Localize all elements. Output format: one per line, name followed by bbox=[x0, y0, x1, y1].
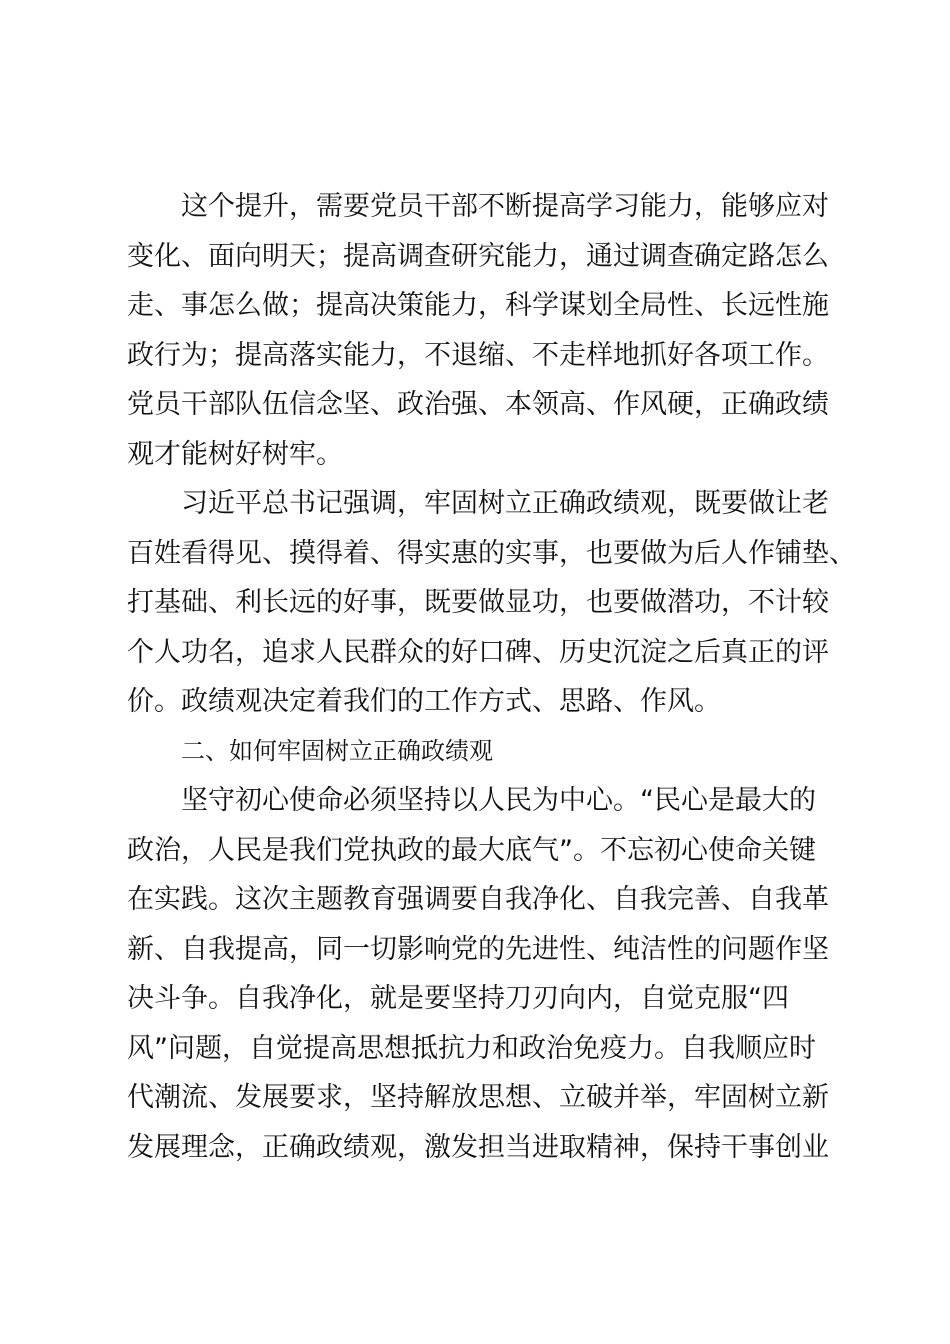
heading-line: 二、如何牢固树立正确政绩观 bbox=[181, 736, 493, 765]
text-line: 代潮流、发展要求，坚持解放思想、立破并举，牢固树立新 bbox=[127, 1082, 829, 1113]
text-line: 变化、面向明天；提高调查研究能力，通过调查确定路怎么 bbox=[127, 240, 829, 272]
text-line: 在实践。这次主题教育强调要自我净化、自我完善、自我革 bbox=[127, 884, 829, 915]
text-line: 习近平总书记强调，牢固树立正确政绩观，既要做让老 bbox=[181, 488, 829, 519]
text-line: 新、自我提高，同一切影响党的先进性、纯洁性的问题作坚 bbox=[127, 933, 829, 965]
paragraph-2 bbox=[127, 479, 856, 727]
text-line: 观才能树好树牢。 bbox=[127, 438, 343, 470]
text-line: 价。政绩观决定着我们的工作方式、思路、作风。 bbox=[127, 686, 721, 717]
text-line: 政行为；提高落实能力，不退缩、不走样地抓好各项工作。 bbox=[127, 339, 829, 371]
text-line: 坚守初心使命必须坚持以人民为中心。“民心是最大的 bbox=[181, 785, 816, 816]
text-line: 走、事怎么做；提高决策能力，科学谋划全局性、长远性施 bbox=[127, 290, 829, 321]
paragraph-1 bbox=[127, 182, 837, 479]
text-line: 打基础、利长远的好事，既要做显功，也要做潜功，不计较 bbox=[127, 587, 829, 618]
text-line: 个人功名，追求人民群众的好口碑、历史沉淀之后真正的评 bbox=[127, 636, 829, 668]
text-line: 发展理念，正确政绩观，激发担当进取精神，保持干事创业 bbox=[127, 1131, 829, 1163]
text-line: 政治，人民是我们党执政的最大底气”。不忘初心使命关键 bbox=[127, 834, 816, 866]
text-line: 风”问题，自觉提高思想抵抗力和政治免疫力。自我顺应时 bbox=[127, 1032, 816, 1064]
text-line: 百姓看得见、摸得着、得实惠的实事，也要做为后人作铺垫、 bbox=[127, 537, 856, 569]
text-line: 决斗争。自我净化，就是要坚持刀刃向内，自觉克服“四 bbox=[127, 983, 789, 1014]
text-line: 党员干部队伍信念坚、政治强、本领高、作风硬，正确政绩 bbox=[127, 389, 829, 420]
text-line: 这个提升，需要党员干部不断提高学习能力，能够应对 bbox=[181, 191, 829, 222]
section-heading bbox=[127, 727, 837, 777]
document-page bbox=[127, 182, 856, 1172]
paragraph-3 bbox=[127, 776, 837, 1172]
